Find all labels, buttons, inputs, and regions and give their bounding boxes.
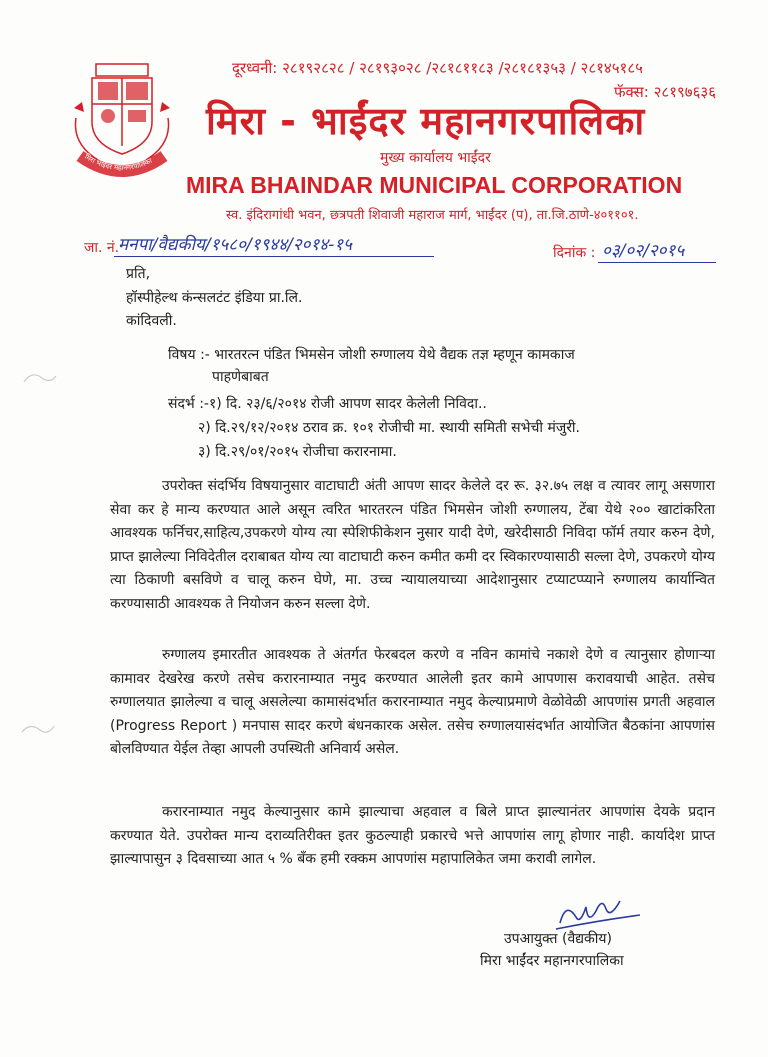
body-paragraph-1: उपरोक्त संदर्भिय विषयानुसार वाटाघाटी अंती आपण सादर केलेले दर रू. ३२.७५ लक्ष व त्यावर लागू असणारा सेवा कर हे मान्य करण्यात आले असून त्वरित भारतरत्न पंडित भिमसेन जोशी रुग्णालय, टेंबा येथे २०० खाटांकरिता आवश्यक फर्निचर,साहित्य,उपकरणे योग्य त्या स्पेशिफीकेशन नुसार यादी देणे, खरेदीसाठी निविदा फॉर्म तयार करुन देणे, प्राप्त झालेल्या निविदेतील दराबाबत योग्य त्या वाटाघाटी करुन कमीत कमी दर स्विकारण्यासाठी सल्ला देणे, उपकरणे योग्य त्या ठिकाणी बसविणे व चालू करुन घेणे, मा. उच्च न्यायालयाच्या आदेशानुसार टप्याटप्प्याने रुग्णालय कार्यान्वित करण्यासाठी आवश्यक ते नियोजन करुन सल्ला देणे. [110,478,715,612]
date-label: दिनांक : [553,245,596,261]
date-underline [598,262,716,263]
recipient-place: कांदिवली. [126,313,177,329]
subject-line-1: विषय :- भारतरत्न पंडित भिमसेन जोशी रुग्णालय येथे वैद्यक तज्ञ म्हणून कामकाज [168,347,575,363]
body-paragraph-2: रुग्णालय इमारतीत आवश्यक ते अंतर्गत फेरबदल करणे व नविन कामांचे नकाशे देणे व त्यानुसार होणाऱ्या कामावर देखरेख करणे तसेच करारनाम्यात नमुद करण्यात आलेली इतर कामे आपणास करावयाची आहेत. तसेच रुग्णालयात झालेल्या व चालू असलेल्या कामासंदर्भात करारनाम्यात नमुद केल्याप्रमाणे वेळोवेळी आपणांस प्रगती अहवाल (Progress Report ) मनपास सादर करणे बंधनकारक असेल. तसेच रुग्णालयासंदर्भात आयोजित बैठकांना आपणांस बोलविण्यात येईल तेव्हा आपली उपस्थिती अनिवार्य असेल. [110,647,715,757]
recipient-to: प्रति, [126,266,151,282]
punch-hole-mark [18,720,58,742]
phone-numbers: दूरध्वनी: २८१९२८२८ / २८१९३०२८ /२८१८११८३ /२८१८१३५३ / २८१४५१८५ [232,59,643,77]
reference-line-1: संदर्भ :-१) दि. २३/६/२०१४ रोजी आपण सादर केलेली निविदा.. [168,396,487,412]
org-title-english: MIRA BHAINDAR MUNICIPAL CORPORATION [186,172,683,198]
corporation-emblem-logo [66,60,178,178]
org-subtitle-marathi: मुख्य कार्यालय भाईंदर [380,150,491,166]
body-paragraph-3: करारनाम्यात नमुद केल्यानुसार कामे झाल्याचा अहवाल व बिले प्राप्त झाल्यानंतर आपणांस देयके प्रदान करण्यात येते. उपरोक्त मान्य दराव्यतिरीक्त इतर कुठल्याही प्रकारचे भत्ते आपणांस लागू होणार नाही. कार्यादेश प्राप्त झाल्यापासुन ३ दिवसाच्या आत ५ % बँक हमी रक्कम आपणांस महापालिकेत जमा करावी लागेल. [110,804,715,867]
subject-line-2: पाहणेबाबत [212,369,269,385]
reference-underline [114,256,434,257]
reference-label: जा. नं. [84,240,120,256]
fax-number: फॅक्स: २८१९७६३६ [613,83,716,101]
date-value: ०३/०२/२०१५ [602,241,685,261]
logo-banner-text: मिरा भाईंदर महानगरपालिका [83,152,154,173]
signatory-designation: उपआयुक्त (वैद्यकीय) [504,931,613,947]
signatory-office: मिरा भाईंदर महानगरपालिका [480,953,624,969]
recipient-name: हॉस्पीहेल्थ कंन्सलटंट इंडिया प्रा.लि. [126,290,303,306]
reference-line-2: २) दि.२९/१२/२०१४ ठराव क्र. १०१ रोजीची मा. स्थायी समिती सभेची मंजुरी. [198,420,581,436]
reference-number: मनपा/वैद्यकीय/१५८०/१९४४/२०१४-१५ [118,235,352,255]
reference-line-3: ३) दि.२९/०१/२०१५ रोजीचा करारनामा. [198,444,397,460]
punch-hole-mark [20,368,60,390]
org-address: स्व. इंदिरागांधी भवन, छत्रपती शिवाजी महाराज मार्ग, भाईंदर (प), ता.जि.ठाणे-४०११०१. [226,208,639,223]
org-title-marathi: मिरा - भाईंदर महानगरपालिका [206,99,646,143]
